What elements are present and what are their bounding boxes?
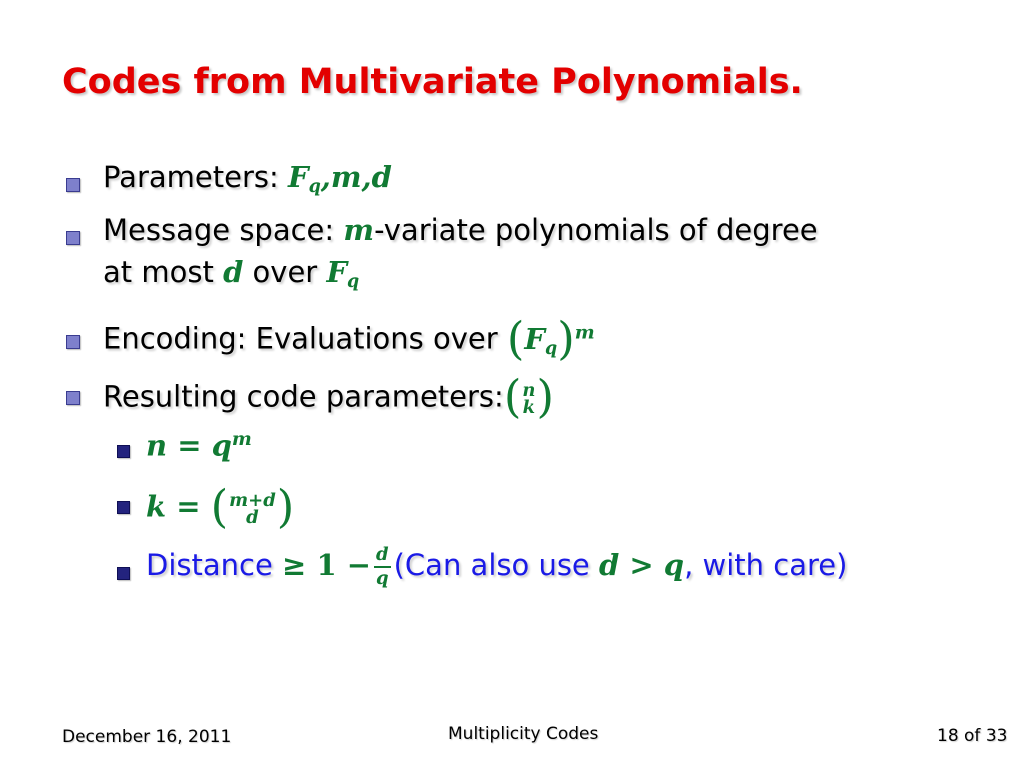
var-d: d bbox=[223, 255, 244, 289]
parameters-rest: ,m,d bbox=[320, 160, 392, 194]
resulting-label: Resulting code parameters: bbox=[103, 379, 504, 414]
binomial-n-k: n k bbox=[522, 379, 536, 418]
footer-date: December 16, 2011 bbox=[62, 727, 232, 747]
bullet-marker bbox=[66, 335, 80, 349]
field-symbol: Fq bbox=[524, 321, 558, 359]
bullet-message-space bbox=[103, 213, 818, 247]
exponent-m: m bbox=[574, 321, 595, 344]
bullet-marker bbox=[66, 178, 80, 192]
message-space-text2: at most bbox=[103, 255, 224, 289]
message-space-label: Message space: bbox=[103, 213, 344, 247]
bullet-parameters bbox=[103, 160, 392, 197]
binomial-mplusd-d: m+d d bbox=[229, 489, 276, 528]
parameters-label: Parameters: bbox=[103, 160, 288, 194]
footer-page-number: 18 of 33 bbox=[937, 726, 1008, 746]
sub-bullet-marker bbox=[117, 501, 130, 514]
bullet-resulting: Resulting code parameters:( n k ) bbox=[103, 370, 554, 423]
sub-bullet-k: k = ( m+d d ) bbox=[146, 480, 295, 533]
message-space-text1: -variate polynomials of degree bbox=[374, 213, 818, 247]
message-space-text3: over bbox=[243, 255, 327, 289]
bullet-encoding: Encoding: Evaluations over $(Fq)^m$ bbox=[103, 312, 595, 365]
sub-bullet-n: $n = q^m$ bbox=[146, 428, 252, 463]
slide-title: Codes from Multivariate Polynomials. bbox=[62, 62, 803, 102]
distance-label: Distance bbox=[146, 547, 283, 582]
fraction-d-over-q: $\frac{d}{q}$ bbox=[376, 544, 389, 589]
bullet-marker bbox=[66, 231, 80, 245]
sub-bullet-distance: Distance ≥ 1 − $\frac{d}{q}$ (Can also use d > q, with care) bbox=[146, 544, 848, 589]
bullet-marker bbox=[66, 391, 80, 405]
bullet-message-space-cont bbox=[103, 255, 359, 292]
sub-bullet-marker bbox=[117, 567, 130, 580]
encoding-label: Encoding: Evaluations over bbox=[103, 321, 507, 356]
footer-title: Multiplicity Codes bbox=[448, 724, 599, 744]
field-symbol: Fq bbox=[287, 160, 321, 198]
var-m: m bbox=[343, 213, 375, 247]
field-symbol: Fq bbox=[326, 255, 360, 293]
sub-bullet-marker bbox=[117, 445, 130, 458]
